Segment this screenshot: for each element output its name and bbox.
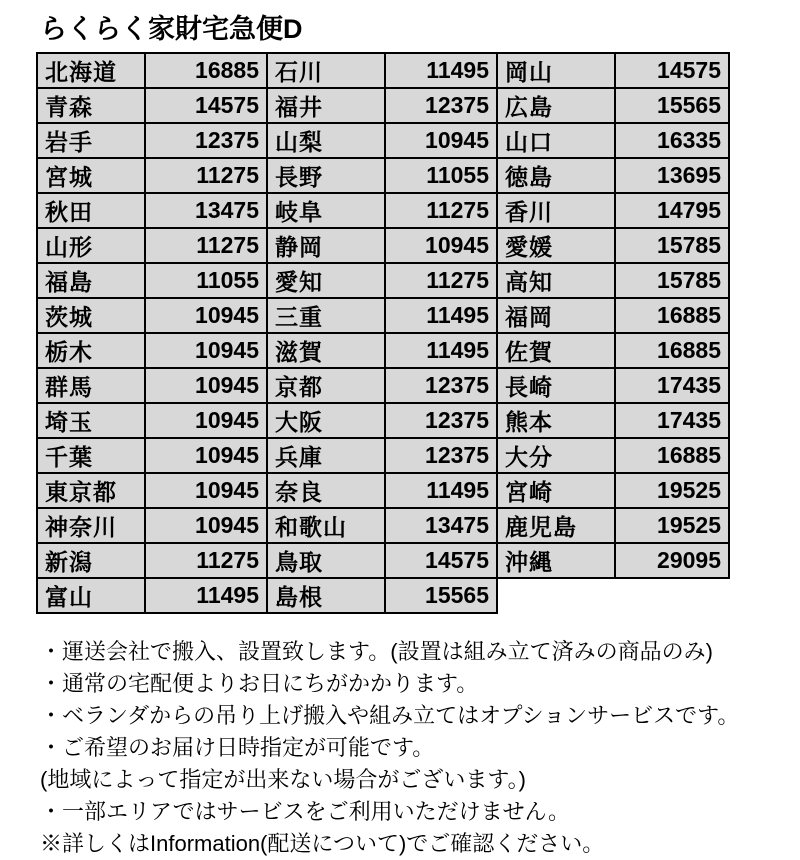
table-row: [37, 263, 729, 298]
prefecture-cell: 群馬: [37, 368, 145, 403]
price-cell: 15785: [615, 263, 729, 298]
price-cell: 19525: [615, 508, 729, 543]
prefecture-cell: 佐賀: [497, 333, 615, 368]
price-cell: 10945: [145, 403, 267, 438]
prefecture-cell: 岡山: [497, 53, 615, 88]
table-row: [37, 123, 729, 158]
prefecture-cell: 福岡: [497, 298, 615, 333]
note-line: ・ご希望のお届け日時指定が可能です。: [40, 735, 435, 760]
price-cell: 12375: [145, 123, 267, 158]
prefecture-cell: 熊本: [497, 403, 615, 438]
note-line: ・ベランダからの吊り上げ搬入や組み立てはオプションサービスです。: [40, 703, 740, 728]
prefecture-cell: 長野: [267, 158, 385, 193]
price-cell: 14575: [145, 88, 267, 123]
price-cell: 14795: [615, 193, 729, 228]
note-line: ・一部エリアではサービスをご利用いただけません。: [40, 799, 570, 824]
table-row: [37, 578, 729, 613]
price-cell: 10945: [385, 123, 497, 158]
table-row: [37, 508, 729, 543]
notes-list: [40, 636, 766, 860]
prefecture-cell: 岩手: [37, 123, 145, 158]
table-row: [37, 438, 729, 473]
page-title: らくらく家財宅急便D: [40, 14, 303, 44]
prefecture-cell: 福島: [37, 263, 145, 298]
prefecture-cell: 秋田: [37, 193, 145, 228]
note-line: ・運送会社で搬入、設置致します。(設置は組み立て済みの商品のみ): [40, 639, 713, 664]
table-row: [37, 298, 729, 333]
price-cell: 16885: [615, 438, 729, 473]
price-cell: 13475: [145, 193, 267, 228]
price-cell: 16885: [615, 298, 729, 333]
prefecture-cell: 山口: [497, 123, 615, 158]
note-line: (地域によって指定が出来ない場合がございます。): [40, 767, 526, 792]
prefecture-cell: 静岡: [267, 228, 385, 263]
prefecture-cell: 大阪: [267, 403, 385, 438]
price-cell: 15565: [615, 88, 729, 123]
prefecture-cell: 岐阜: [267, 193, 385, 228]
price-cell: 11495: [385, 298, 497, 333]
prefecture-cell: 宮城: [37, 158, 145, 193]
rates-table: [36, 52, 730, 614]
price-cell: 10945: [145, 333, 267, 368]
price-cell: 11495: [385, 53, 497, 88]
table-row: [37, 228, 729, 263]
price-cell: 17435: [615, 403, 729, 438]
prefecture-cell: 山形: [37, 228, 145, 263]
table-cell-empty: [497, 578, 615, 613]
table-row: [37, 403, 729, 438]
price-cell: 12375: [385, 368, 497, 403]
table-row: [37, 333, 729, 368]
prefecture-cell: 島根: [267, 578, 385, 613]
prefecture-cell: 東京都: [37, 473, 145, 508]
prefecture-cell: 鹿児島: [497, 508, 615, 543]
price-cell: 11275: [385, 193, 497, 228]
prefecture-cell: 神奈川: [37, 508, 145, 543]
prefecture-cell: 北海道: [37, 53, 145, 88]
note-line: ・通常の宅配便よりお日にちがかかります。: [40, 671, 479, 696]
price-cell: 16335: [615, 123, 729, 158]
price-cell: 12375: [385, 438, 497, 473]
price-cell: 11495: [145, 578, 267, 613]
prefecture-cell: 兵庫: [267, 438, 385, 473]
rates-table-body: [37, 53, 729, 613]
price-cell: 11275: [385, 263, 497, 298]
price-cell: 13475: [385, 508, 497, 543]
table-cell-empty: [615, 578, 729, 613]
prefecture-cell: 沖縄: [497, 543, 615, 578]
prefecture-cell: 大分: [497, 438, 615, 473]
price-cell: 12375: [385, 403, 497, 438]
prefecture-cell: 福井: [267, 88, 385, 123]
price-cell: 11275: [145, 158, 267, 193]
price-cell: 10945: [145, 473, 267, 508]
price-cell: 17435: [615, 368, 729, 403]
table-row: [37, 158, 729, 193]
prefecture-cell: 栃木: [37, 333, 145, 368]
price-cell: 13695: [615, 158, 729, 193]
prefecture-cell: 新潟: [37, 543, 145, 578]
prefecture-cell: 高知: [497, 263, 615, 298]
prefecture-cell: 山梨: [267, 123, 385, 158]
price-cell: 19525: [615, 473, 729, 508]
prefecture-cell: 三重: [267, 298, 385, 333]
table-row: [37, 543, 729, 578]
price-cell: 16885: [615, 333, 729, 368]
prefecture-cell: 青森: [37, 88, 145, 123]
price-cell: 15565: [385, 578, 497, 613]
prefecture-cell: 富山: [37, 578, 145, 613]
price-cell: 11275: [145, 228, 267, 263]
price-cell: 12375: [385, 88, 497, 123]
price-cell: 11275: [145, 543, 267, 578]
price-cell: 11055: [385, 158, 497, 193]
prefecture-cell: 香川: [497, 193, 615, 228]
price-cell: 10945: [145, 438, 267, 473]
price-cell: 15785: [615, 228, 729, 263]
prefecture-cell: 茨城: [37, 298, 145, 333]
price-cell: 11055: [145, 263, 267, 298]
price-cell: 10945: [145, 508, 267, 543]
price-cell: 10945: [145, 298, 267, 333]
table-row: [37, 473, 729, 508]
table-row: [37, 88, 729, 123]
prefecture-cell: 滋賀: [267, 333, 385, 368]
price-cell: 10945: [145, 368, 267, 403]
price-cell: 10945: [385, 228, 497, 263]
prefecture-cell: 千葉: [37, 438, 145, 473]
prefecture-cell: 長崎: [497, 368, 615, 403]
prefecture-cell: 愛知: [267, 263, 385, 298]
price-cell: 11495: [385, 473, 497, 508]
price-cell: 14575: [615, 53, 729, 88]
prefecture-cell: 徳島: [497, 158, 615, 193]
prefecture-cell: 和歌山: [267, 508, 385, 543]
prefecture-cell: 京都: [267, 368, 385, 403]
price-cell: 29095: [615, 543, 729, 578]
prefecture-cell: 愛媛: [497, 228, 615, 263]
price-cell: 14575: [385, 543, 497, 578]
prefecture-cell: 鳥取: [267, 543, 385, 578]
price-cell: 16885: [145, 53, 267, 88]
prefecture-cell: 広島: [497, 88, 615, 123]
price-cell: 11495: [385, 333, 497, 368]
note-line: ※詳しくはInformation(配送について)でご確認ください。: [40, 831, 605, 856]
table-row: [37, 53, 729, 88]
prefecture-cell: 石川: [267, 53, 385, 88]
prefecture-cell: 宮崎: [497, 473, 615, 508]
table-row: [37, 368, 729, 403]
table-row: [37, 193, 729, 228]
prefecture-cell: 埼玉: [37, 403, 145, 438]
prefecture-cell: 奈良: [267, 473, 385, 508]
